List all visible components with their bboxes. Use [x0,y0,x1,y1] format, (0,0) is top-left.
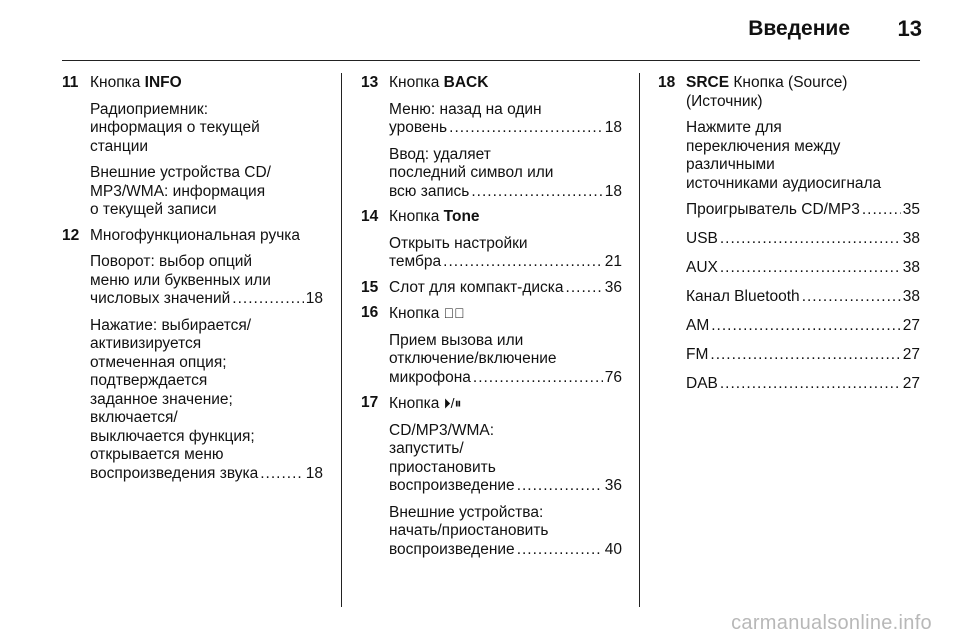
leader-dots [802,288,901,307]
leader-dots [443,253,603,272]
entry-16 [361,304,622,387]
leader-dots [862,201,901,220]
entry-number: 16 [361,304,379,321]
entry-heading [90,74,323,93]
heading-prefix: Кнопка [389,208,444,225]
ref-text: AM [686,317,710,334]
ref-text: воспроизведение [389,540,515,558]
text-line: Нажмите для [686,119,782,136]
entry-13 [361,74,622,201]
source-item [686,201,920,220]
heading-line-2: (Источник) [686,92,763,110]
column-3 [658,74,920,404]
text-line: включается/ [90,409,178,426]
text-line: подтверждается [90,372,208,389]
page-ref-line [389,253,622,272]
entry-number: 14 [361,208,379,225]
text-line: Внешние устройства: [389,503,544,521]
entry-14 [361,208,622,272]
page-ref: 35 [902,201,920,218]
leader-dots [720,259,901,278]
paragraph [389,504,622,560]
paragraph [389,235,622,272]
text-line: Открыть настройки [389,234,528,252]
text-line: активизируется [90,335,202,352]
text-line: CD/MP3/WMA: [389,421,495,439]
source-item [686,317,920,336]
paragraph [90,164,323,220]
page-number: 13 [897,16,922,41]
info-button-label: INFO [144,74,182,91]
column-2 [361,74,622,559]
page-ref: 76 [604,368,622,386]
leader-dots [473,369,603,388]
page-ref-line [389,369,622,388]
source-item [686,230,920,249]
page-ref: 38 [902,288,920,305]
page-ref: 27 [902,317,920,334]
column-1 [62,74,323,483]
ref-text: микрофона [389,368,471,386]
entry-18 [658,74,920,394]
page-ref: 27 [902,346,920,363]
source-item [686,346,920,365]
source-list [686,201,920,394]
heading-suffix: Кнопка (Source) [729,74,848,91]
ref-text: DAB [686,375,718,392]
paragraph [90,317,323,484]
text-line: выключается функция; [90,427,255,445]
page-ref: 27 [902,375,920,392]
entry-11 [62,74,323,220]
page-ref: 38 [902,259,920,276]
page-section-title: Введение [748,17,850,40]
ref-text: воспроизведения звука [90,464,259,482]
page-ref-line [389,119,622,138]
source-item [686,259,920,278]
ref-text: тембра [389,253,442,270]
paragraph [686,119,920,193]
ref-text: AUX [686,259,718,276]
ref-text: Слот для компакт-диска [389,278,564,296]
text-line: открывается меню [90,446,224,463]
text-line: последний символ или [389,164,554,181]
tone-button-label: Tone [443,208,480,225]
source-item [686,375,920,394]
paragraph [389,146,622,202]
source-item [686,288,920,307]
text-line: MP3/WMA: информация [90,182,266,200]
leader-dots [710,346,900,365]
entry-heading [389,304,622,324]
phone-mute-icon: ✆⃠ [443,305,465,321]
leader-dots [720,230,901,249]
text-line: станции [90,137,149,155]
page-ref: 36 [604,477,622,494]
srce-button-label: SRCE [686,74,730,91]
ref-text: уровень [389,119,448,136]
leader-dots [517,477,603,496]
text-line: о текущей записи [90,201,217,218]
entry-12 [62,227,323,484]
text-line: Меню: назад на один [389,100,542,118]
paragraph [389,101,622,138]
page-ref-line [389,279,622,298]
page-ref: 36 [604,278,622,296]
page-ref: 18 [305,464,323,482]
paragraph [389,332,622,388]
text-line: заданное значение; [90,390,233,408]
leader-dots [449,119,603,138]
entry-number: 17 [361,394,379,411]
ref-text: USB [686,230,718,247]
text-line: Нажатие: выбирается/ [90,316,252,334]
column-divider-1 [341,73,342,607]
back-button-label: BACK [443,74,489,91]
entry-number: 11 [62,74,79,91]
page-ref: 18 [305,290,323,307]
text-line: Поворот: выбор опций [90,253,253,270]
text-line: Внешние устройства CD/ [90,164,271,181]
leader-dots [711,317,901,336]
heading-prefix: Кнопка [389,395,444,412]
paragraph [389,422,622,496]
page-ref-line [389,541,622,560]
entry-heading [686,74,920,93]
text-line: отключение/включение [389,350,557,367]
watermark: carmanualsonline.info [731,612,932,634]
page-ref-line [90,465,323,484]
text-line: переключения между [686,137,841,155]
header-divider [62,60,920,61]
entry-heading: Многофункциональная ручка [90,226,301,244]
text-line: Радиоприемник: [90,100,209,118]
text-line: источниками аудиосигнала [686,174,882,192]
entry-heading [389,208,622,227]
entry-17 [361,394,622,559]
entry-heading [389,74,622,93]
entry-number: 13 [361,74,379,91]
text-line: запустить/ [389,440,464,457]
play-pause-icon: ⏵/⏸ [443,395,462,411]
leader-dots [566,279,603,298]
text-line: информация о текущей [90,119,260,136]
text-line: различными [686,156,775,173]
text-line: меню или буквенных или [90,271,271,289]
entry-number: 18 [658,74,676,91]
text-line: Прием вызова или [389,331,524,349]
heading-prefix: Кнопка [389,74,444,91]
paragraph [90,253,323,309]
page-ref: 18 [604,182,622,200]
page-ref-line [389,477,622,496]
paragraph [90,101,323,157]
page-ref-line [389,183,622,202]
ref-text: числовых значений [90,290,231,307]
page-ref: 38 [902,230,920,247]
ref-text: FM [686,346,709,363]
leader-dots [720,375,901,394]
text-line: отмеченная опция; [90,353,227,371]
heading-prefix: Кнопка [389,305,444,322]
text-line: приостановить [389,458,496,476]
page-ref: 21 [604,253,622,270]
leader-dots [260,465,304,484]
page-ref: 18 [604,119,622,136]
text-line: начать/приостановить [389,522,549,539]
leader-dots [471,183,602,202]
heading-prefix: Кнопка [90,74,145,91]
ref-text: всю запись [389,182,470,200]
leader-dots [232,290,303,309]
ref-text: Проигрыватель CD/MP3 [686,201,860,218]
text-line: Ввод: удаляет [389,145,491,163]
entry-number: 12 [62,226,80,244]
page-ref-line [90,290,323,309]
entry-number: 15 [361,278,379,296]
ref-text: воспроизведение [389,477,515,494]
leader-dots [517,541,603,560]
column-divider-2 [639,73,640,607]
entry-heading [389,394,622,414]
ref-text: Канал Bluetooth [686,288,800,305]
entry-15 [361,279,622,298]
page-ref: 40 [604,540,622,558]
